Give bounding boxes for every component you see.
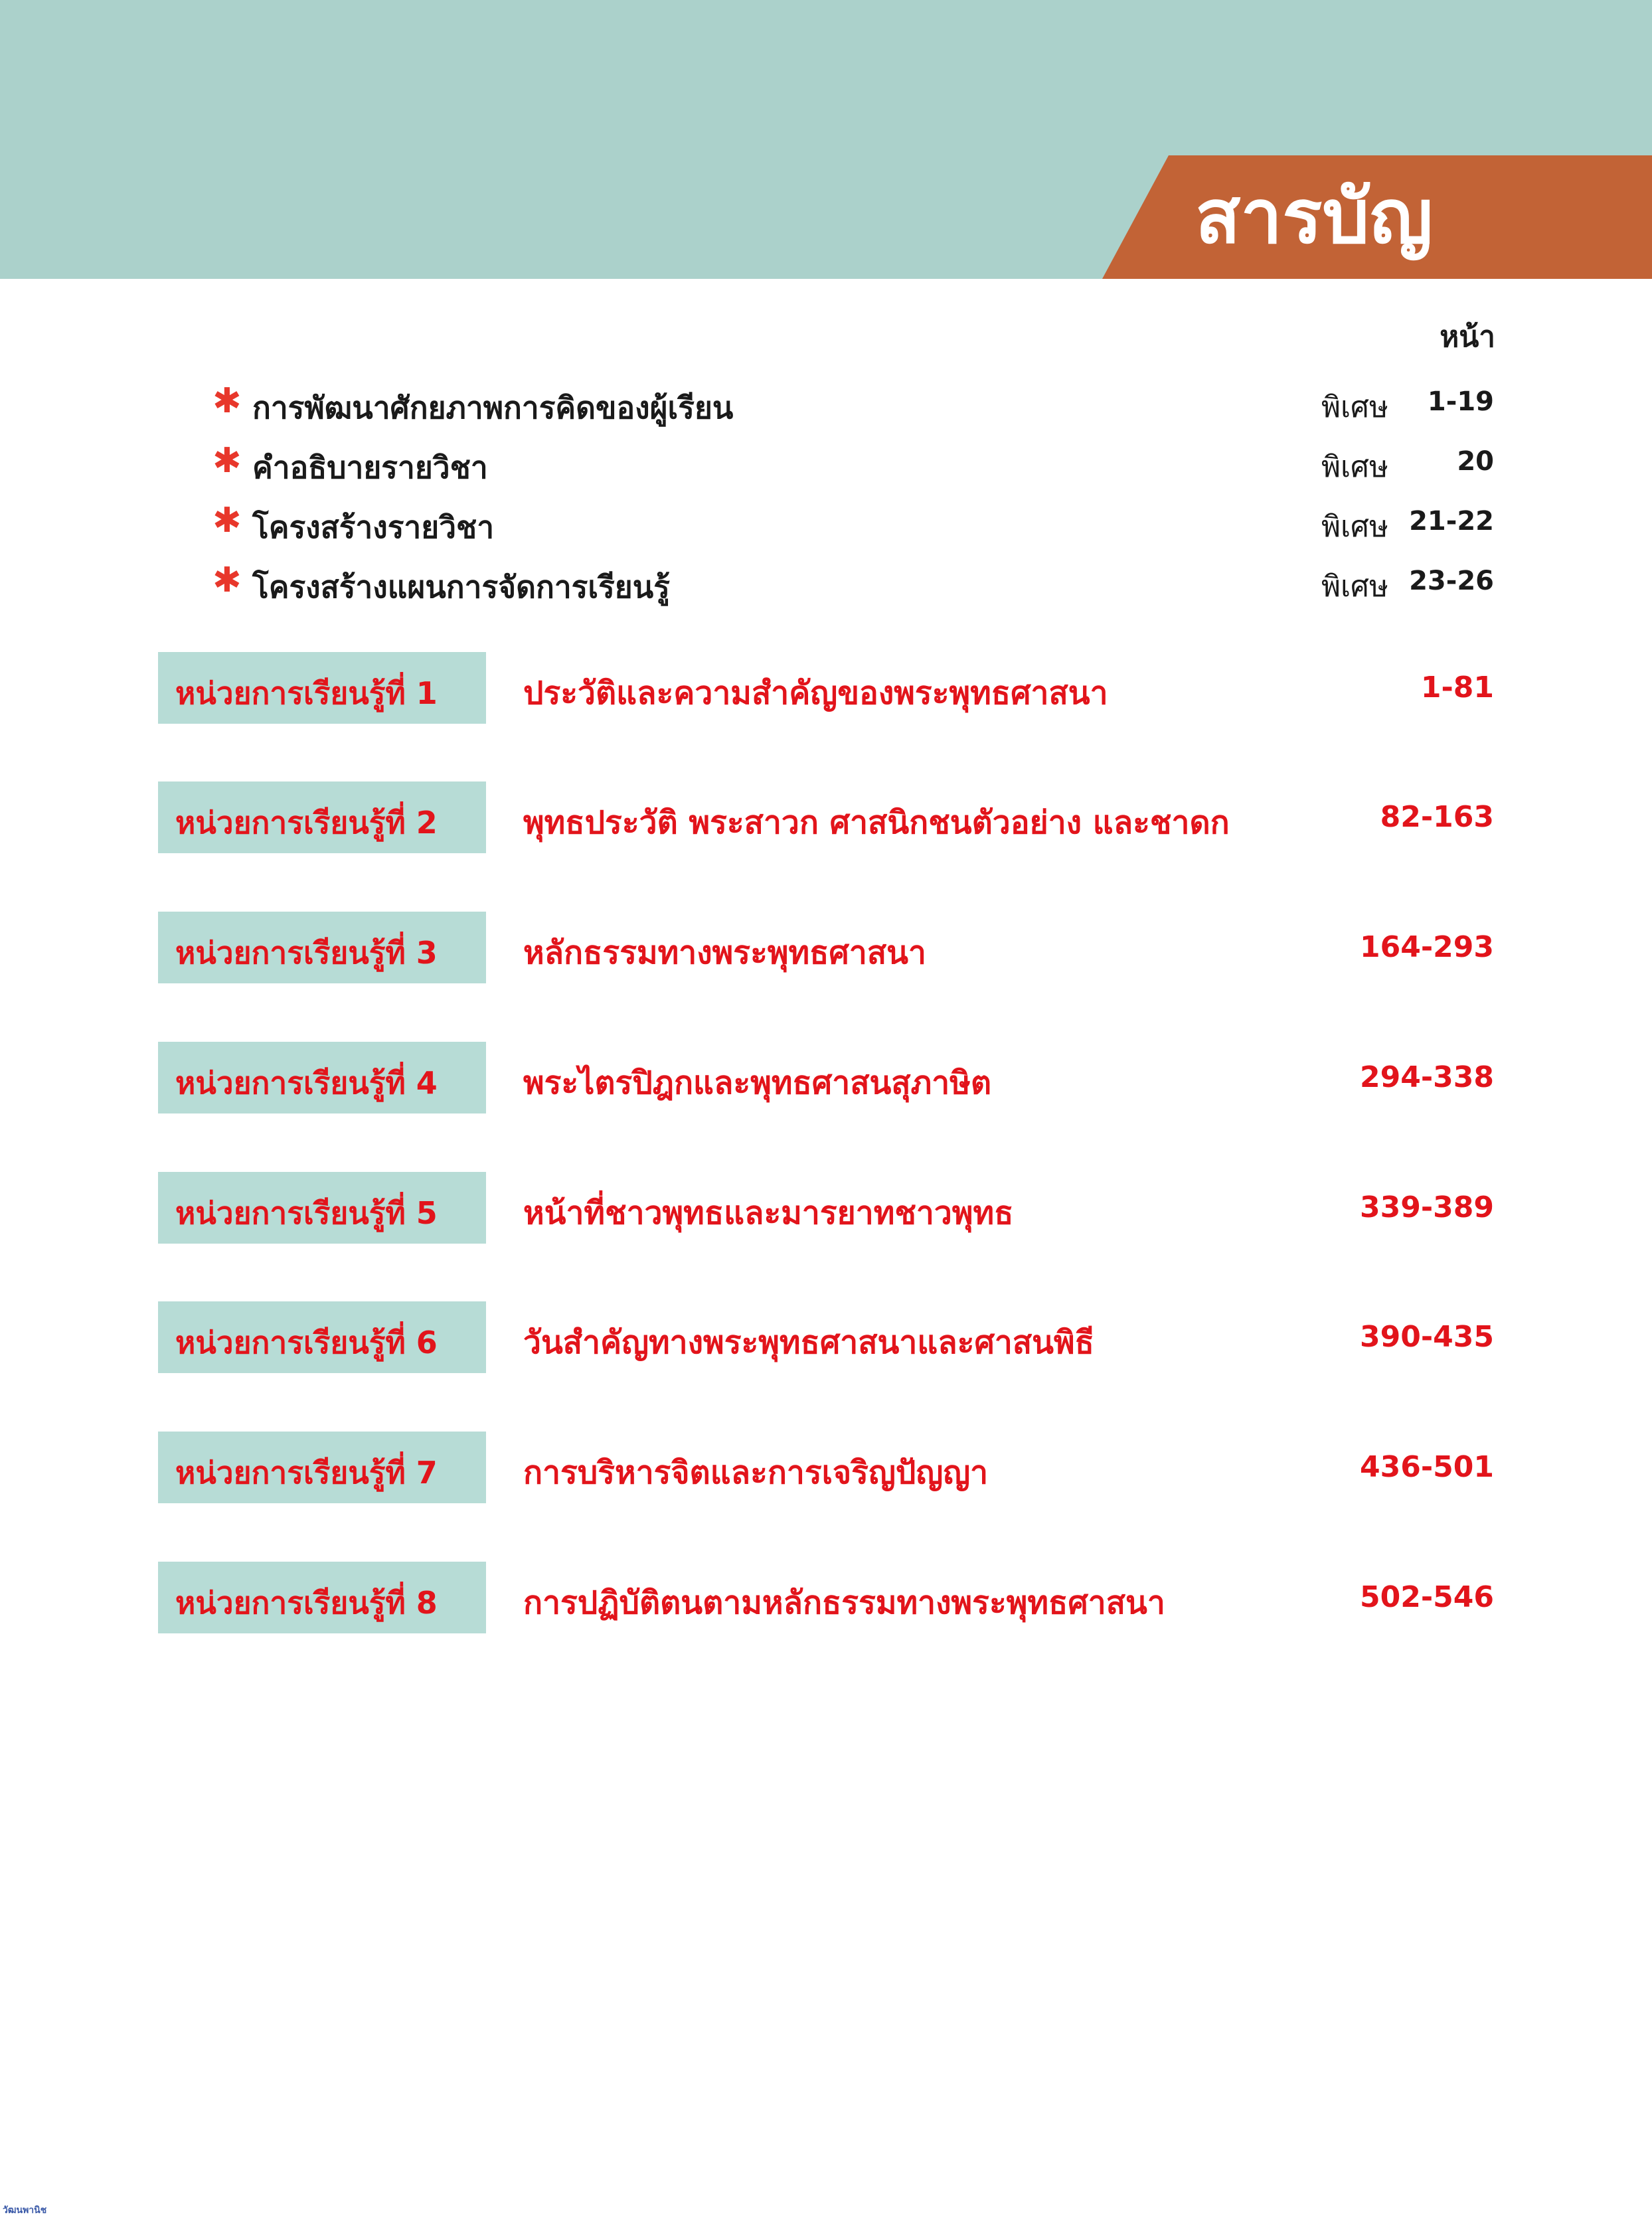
unit-pages: 390-435 bbox=[1360, 1320, 1494, 1354]
unit-pages: 82-163 bbox=[1380, 800, 1494, 834]
asterisk-icon: ✱ bbox=[212, 560, 242, 600]
preliminary-page: 21-22 bbox=[1409, 506, 1494, 536]
unit-tag bbox=[158, 1172, 486, 1244]
asterisk-icon: ✱ bbox=[212, 441, 242, 481]
preliminary-page: 23-26 bbox=[1409, 566, 1494, 596]
unit-title: หน้าที่ชาวพุทธและมารยาทชาวพุทธ bbox=[523, 1194, 1014, 1232]
unit-title: ประวัติและความสำคัญของพระพุทธศาสนา bbox=[523, 675, 1108, 712]
unit-title: พุทธประวัติ พระสาวก ศาสนิกชนตัวอย่าง และชาดก bbox=[523, 804, 1230, 841]
unit-tag-label: หน่วยการเรียนรู้ที่ 8 bbox=[175, 1585, 438, 1621]
unit-tag bbox=[158, 781, 486, 853]
unit-tag-label: หน่วยการเรียนรู้ที่ 7 bbox=[175, 1455, 438, 1491]
unit-row[interactable] bbox=[158, 781, 1494, 853]
unit-row[interactable] bbox=[158, 652, 1494, 724]
unit-tag bbox=[158, 1042, 486, 1113]
page-column-header: หน้า bbox=[1440, 320, 1495, 354]
unit-tag bbox=[158, 1301, 486, 1373]
unit-title: วันสำคัญทางพระพุทธศาสนาและศาสนพิธี bbox=[523, 1324, 1094, 1361]
asterisk-icon: ✱ bbox=[212, 501, 242, 540]
unit-title: การปฏิบัติตนตามหลักธรรมทางพระพุทธศาสนา bbox=[523, 1584, 1165, 1621]
unit-title: พระไตรปิฎกและพุทธศาสนสุภาษิต bbox=[523, 1064, 991, 1102]
unit-tag bbox=[158, 1432, 486, 1503]
special-label: พิเศษ bbox=[1321, 390, 1388, 424]
unit-pages: 294-338 bbox=[1360, 1060, 1494, 1094]
preliminary-page: 20 bbox=[1457, 446, 1494, 477]
unit-pages: 502-546 bbox=[1360, 1580, 1494, 1614]
preliminary-item[interactable] bbox=[212, 556, 1494, 610]
unit-tag bbox=[158, 652, 486, 724]
unit-row[interactable] bbox=[158, 1172, 1494, 1244]
unit-tag-label: หน่วยการเรียนรู้ที่ 2 bbox=[175, 805, 438, 841]
preliminary-item[interactable] bbox=[212, 497, 1494, 550]
asterisk-icon: ✱ bbox=[212, 381, 242, 421]
page-title: สารบัญ bbox=[1195, 174, 1433, 260]
preliminary-page: 1-19 bbox=[1427, 386, 1494, 417]
unit-row[interactable] bbox=[158, 912, 1494, 983]
preliminary-label: โครงสร้างรายวิชา bbox=[252, 509, 495, 545]
unit-row[interactable] bbox=[158, 1562, 1494, 1633]
unit-pages: 339-389 bbox=[1360, 1191, 1494, 1224]
unit-tag-label: หน่วยการเรียนรู้ที่ 1 bbox=[175, 675, 438, 711]
unit-title: การบริหารจิตและการเจริญปัญญา bbox=[523, 1454, 989, 1491]
unit-pages: 164-293 bbox=[1360, 930, 1494, 964]
preliminary-label: การพัฒนาศักยภาพการคิดของผู้เรียน bbox=[252, 390, 734, 426]
unit-tag-label: หน่วยการเรียนรู้ที่ 6 bbox=[175, 1325, 438, 1360]
unit-row[interactable] bbox=[158, 1042, 1494, 1113]
unit-pages: 436-501 bbox=[1360, 1450, 1494, 1484]
special-label: พิเศษ bbox=[1321, 510, 1388, 544]
unit-pages: 1-81 bbox=[1420, 671, 1494, 704]
unit-tag-label: หน่วยการเรียนรู้ที่ 5 bbox=[175, 1195, 438, 1231]
preliminary-item[interactable] bbox=[212, 437, 1494, 490]
unit-title: หลักธรรมทางพระพุทธศาสนา bbox=[523, 934, 926, 971]
special-label: พิเศษ bbox=[1321, 450, 1388, 484]
preliminary-label: คำอธิบายรายวิชา bbox=[252, 450, 488, 485]
unit-tag bbox=[158, 912, 486, 983]
preliminary-label: โครงสร้างแผนการจัดการเรียนรู้ bbox=[252, 569, 670, 605]
special-label: พิเศษ bbox=[1321, 570, 1388, 604]
publisher-logo: วัฒนพานิช bbox=[3, 2205, 47, 2216]
unit-row[interactable] bbox=[158, 1432, 1494, 1503]
preliminary-item[interactable] bbox=[212, 377, 1494, 430]
unit-tag-label: หน่วยการเรียนรู้ที่ 3 bbox=[175, 935, 438, 971]
unit-row[interactable] bbox=[158, 1301, 1494, 1373]
unit-tag-label: หน่วยการเรียนรู้ที่ 4 bbox=[175, 1065, 438, 1101]
unit-tag bbox=[158, 1562, 486, 1633]
